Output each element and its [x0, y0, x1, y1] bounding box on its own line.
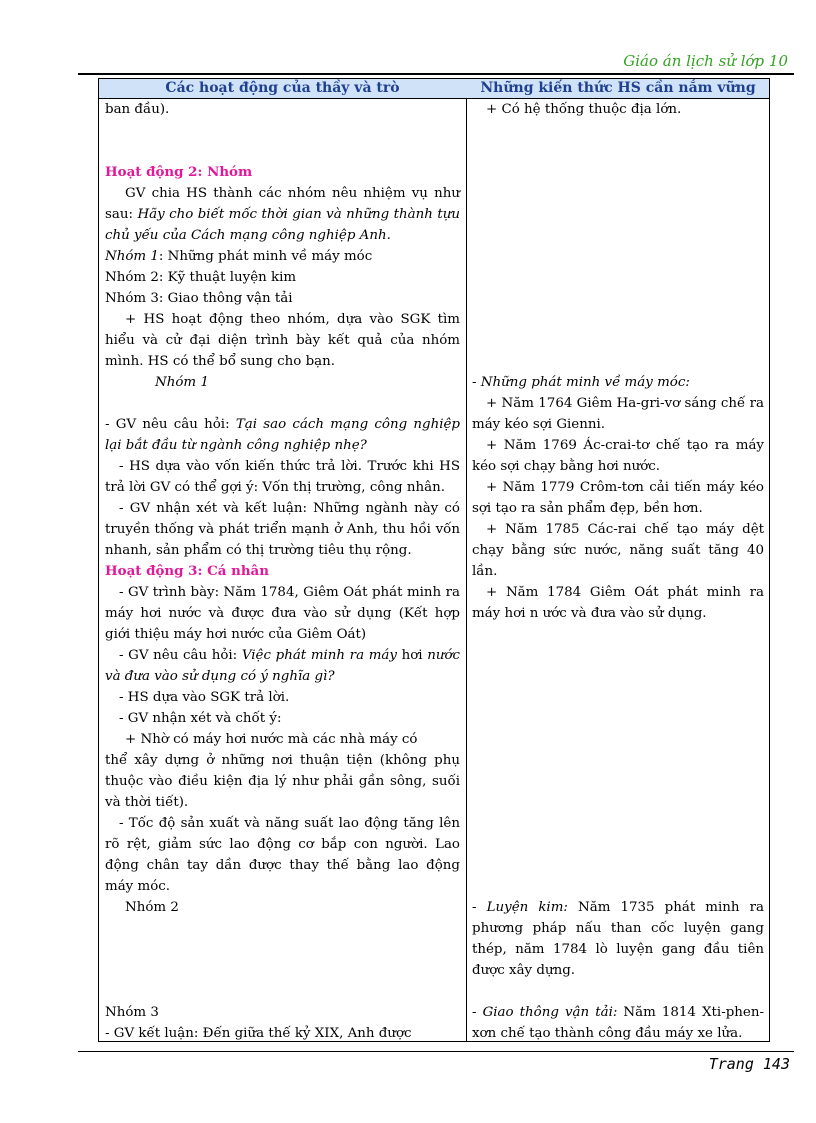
text-line: ban đầu). — [105, 102, 170, 117]
column-divider — [466, 79, 467, 1041]
column-header-activities: Các hoạt động của thầy và trò — [165, 80, 400, 96]
page-number: Trang 143 — [708, 1055, 790, 1073]
paragraph: + Năm 1784 Giêm Oát phát minh ra máy hơi n ước và đưa vào sử dụng. — [472, 585, 764, 621]
group-2-label: Nhóm 2 — [125, 900, 179, 915]
transport-paragraph: - Giao thông vận tải: Năm 1814 Xti-phen-xơn chế tạo thành công đầu máy xe lửa. — [472, 1005, 764, 1041]
text-line: + Nhờ có máy hơi nước mà các nhà máy có — [125, 732, 418, 747]
paragraph: - GV trình bày: Năm 1784, Giêm Oát phát minh ra máy hơi nước và được đưa vào sử dụng (Kết hợp giới thiệu máy hơi nước của Giêm Oát) — [105, 585, 460, 642]
question: - GV nêu câu hỏi: Việc phát minh ra máy hơi nước và đưa vào sử dụng có ý nghĩa gì? — [105, 648, 461, 684]
table-header-row — [99, 79, 769, 99]
group-2-task: Nhóm 2: Kỹ thuật luyện kim — [105, 270, 297, 285]
paragraph: + Năm 1764 Giêm Ha-gri-vơ sáng chế ra máy kéo sợi Gienni. — [472, 396, 764, 432]
column-header-knowledge: Những kiến thức HS cần nắm vững — [480, 80, 756, 96]
text-line: + Có hệ thống thuộc địa lớn. — [486, 102, 682, 117]
question: - GV nêu câu hỏi: Tại sao cách mạng công nghiệp lại bắt đầu từ ngành công nghiệp nhẹ? — [105, 417, 460, 453]
lesson-table — [98, 78, 770, 1042]
paragraph: - HS dựa vào vốn kiến thức trả lời. Trước khi HS trả lời GV có thể gợi ý: Vốn thị trường, công nhân. — [105, 459, 460, 495]
group-3-task: Nhóm 3: Giao thông vận tải — [105, 291, 293, 306]
text-line: - HS dựa vào SGK trả lời. — [119, 690, 290, 705]
paragraph: + Năm 1769 Ác-crai-tơ chế tạo ra máy kéo sợi chạy bằng hơi nước. — [472, 438, 764, 474]
paragraph: GV chia HS thành các nhóm nêu nhiệm vụ như sau: Hãy cho biết mốc thời gian và những thành tựu chủ yếu của Cách mạng công nghiệp Anh. — [105, 186, 460, 243]
paragraph: - GV kết luận: Đến giữa thế kỷ XIX, Anh được — [105, 1026, 412, 1041]
group-1-label: Nhóm 1 — [155, 375, 209, 390]
header-rule — [78, 73, 794, 75]
paragraph: + Năm 1779 Crôm-tơn cải tiến máy kéo sợi tạo ra sản phẩm đẹp, bền hơn. — [472, 480, 764, 516]
paragraph: + HS hoạt động theo nhóm, dựa vào SGK tìm hiểu và cử đại diện trình bày kết quả của nhóm mình. HS có thể bổ sung cho bạn. — [105, 312, 460, 369]
group-1-task: Nhóm 1: Những phát minh về máy móc — [105, 249, 373, 264]
footer-rule — [78, 1051, 794, 1052]
machine-inventions-heading: - Những phát minh về máy móc: — [472, 375, 690, 390]
activities-column — [105, 99, 460, 1044]
activity-2-heading: Hoạt động 2: Nhóm — [105, 164, 253, 180]
document-header-title: Giáo án lịch sử lớp 10 — [623, 52, 788, 70]
paragraph: thể xây dựng ở những nơi thuận tiện (không phụ thuộc vào điều kiện địa lý như phải gần sông, suối và thời tiết). — [105, 753, 460, 810]
activity-3-heading: Hoạt động 3: Cá nhân — [105, 563, 269, 579]
paragraph: - Tốc độ sản xuất và năng suất lao động tăng lên rõ rệt, giảm sức lao động cơ bắp con người. Lao động chân tay dần được thay thế bằng lao động máy móc. — [105, 816, 460, 894]
text-line: - GV nhận xét và chốt ý: — [119, 711, 282, 726]
paragraph: - GV nhận xét và kết luận: Những ngành này có truyền thống và phát triển mạnh ở Anh, thu hồi vốn nhanh, sản phẩm có thị trường tiêu thụ rộng. — [105, 501, 460, 558]
knowledge-column — [472, 99, 764, 1044]
paragraph: + Năm 1785 Các-rai chế tạo máy dệt chạy bằng sức nước, năng suất tăng 40 lần. — [472, 522, 764, 579]
group-3-label: Nhóm 3 — [105, 1005, 159, 1020]
metallurgy-paragraph: - Luyện kim: Năm 1735 phát minh ra phương pháp nấu than cốc luyện gang thép, năm 1784 lò luyện gang đầu tiên được xây dựng. — [472, 900, 764, 978]
